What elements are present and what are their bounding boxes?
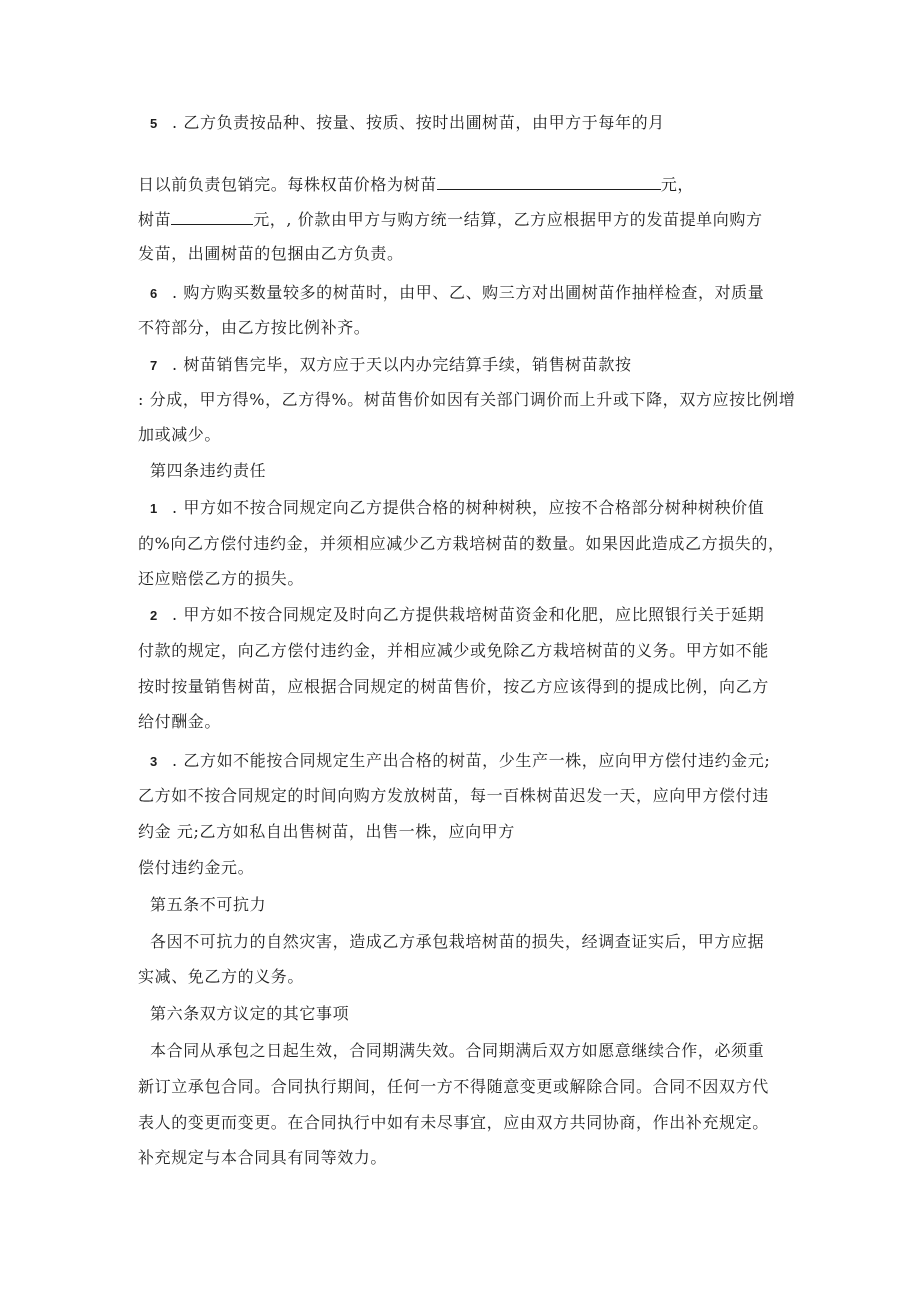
article4-p1-line2 xyxy=(138,533,785,555)
article4-p3-line3 xyxy=(138,821,515,843)
article5-line2 xyxy=(138,966,304,988)
item6-text-2: 不符部分，由乙方按比例补齐。 xyxy=(138,318,371,337)
article4-p1-text: . 甲方如不按合同规定向乙方提供合格的树种树秧，应按不合格部分树种树秧价值 xyxy=(172,498,765,517)
price-blank-1 xyxy=(437,173,661,190)
item7-line2 xyxy=(138,389,795,411)
article6-line1 xyxy=(150,1040,764,1062)
item7-text-3: 加或减少。 xyxy=(138,425,222,444)
article4-p1-number: 1 xyxy=(150,501,158,516)
article5-line1 xyxy=(150,931,764,953)
article4-p3-number: 3 xyxy=(150,754,158,769)
article4-p2-text-2: 付款的规定，向乙方偿付违约金，并相应减少或免除乙方栽培树苗的义务。甲方如不能 xyxy=(138,641,769,660)
article6-line4 xyxy=(138,1147,387,1169)
item5-unit-text: 元， xyxy=(660,175,695,194)
price-blank-2 xyxy=(171,208,253,225)
item5-line1 xyxy=(150,112,665,135)
article4-p1-line3 xyxy=(138,568,304,590)
article4-p1-line1 xyxy=(150,497,764,520)
item5-number: 5 xyxy=(150,116,158,131)
item7-number: 7 xyxy=(150,358,158,373)
article4-p3-line4 xyxy=(138,857,254,879)
article4-p3-text: . 乙方如不能按合同规定生产出合格的树苗，少生产一株，应向甲方偿付违约金元; xyxy=(172,751,771,770)
article4-p2-number: 2 xyxy=(150,608,158,623)
item7-line3 xyxy=(138,424,221,446)
item7-text: . 树苗销售完毕，双方应于天以内办完结算手续，销售树苗款按 xyxy=(172,355,632,374)
item7-text-2: : 分成，甲方得%，乙方得%。树苗售价如因有关部门调价而上升或下降，双方应按比例增 xyxy=(138,390,796,409)
article4-p2-text-4: 给付酬金。 xyxy=(138,712,222,731)
item5-text: . 乙方负责按品种、按量、按质、按时出圃树苗，由甲方于每年的月 xyxy=(172,113,665,132)
article5-text: 各因不可抗力的自然灾害，造成乙方承包栽培树苗的损失，经调查证实后，甲方应据 xyxy=(150,932,765,951)
article4-p1-text-2: 的%向乙方偿付违约金，并须相应减少乙方栽培树苗的数量。如果因此造成乙方损失的， xyxy=(138,534,785,553)
item5-line4 xyxy=(138,243,404,265)
article4-p3-text-2: 乙方如不按合同规定的时间向购方发放树苗，每一百株树苗迟发一天，应向甲方偿付违 xyxy=(138,786,769,805)
article6-text-2: 新订立承包合同。合同执行期间，任何一方不得随意变更或解除合同。合同不因双方代 xyxy=(138,1077,769,1096)
article6-text: 本合同从承包之日起生效，合同期满失效。合同期满后双方如愿意继续合作，必须重 xyxy=(150,1041,765,1060)
article4-p2-line1 xyxy=(150,604,764,627)
article4-p2-text: . 甲方如不按合同规定及时向乙方提供栽培树苗资金和化肥，应比照银行关于延期 xyxy=(172,605,765,624)
article6-text-4: 补充规定与本合同具有同等效力。 xyxy=(138,1148,388,1167)
article4-title: 第四条违约责任 xyxy=(150,461,267,480)
item5-settlement-text: 元，, 价款由甲方与购方统一结算，乙方应根据甲方的发苗提单向购方 xyxy=(253,210,763,229)
article6-line3 xyxy=(138,1112,769,1134)
article4-p1-text-3: 还应赔偿乙方的损失。 xyxy=(138,569,305,588)
item5-price-text: 日以前负责包销完。每株权苗价格为树苗 xyxy=(138,175,437,194)
article5-title: 第五条不可抗力 xyxy=(150,895,267,914)
item5-line2 xyxy=(138,173,694,196)
item5-seedling-text: 树苗 xyxy=(138,210,172,229)
item6-line1 xyxy=(150,282,764,305)
article4-p2-line4 xyxy=(138,711,221,733)
item6-line2 xyxy=(138,317,370,339)
article4-p3-line1 xyxy=(150,750,770,773)
article6-title: 第六条双方议定的其它事项 xyxy=(150,1004,350,1023)
item5-text-4: 发苗，出圃树苗的包捆由乙方负责。 xyxy=(138,244,404,263)
item6-number: 6 xyxy=(150,286,158,301)
article4-p2-text-3: 按时按量销售树苗，应根据合同规定的树苗售价，按乙方应该得到的提成比例，向乙方 xyxy=(138,677,769,696)
article4-p2-line2 xyxy=(138,640,769,662)
article4-p3-text-4: 偿付违约金元。 xyxy=(138,858,255,877)
article4-p2-line3 xyxy=(138,676,769,698)
item6-text: . 购方购买数量较多的树苗时，由甲、乙、购三方对出圃树苗作抽样检查，对质量 xyxy=(172,283,765,302)
item7-line1 xyxy=(150,354,632,377)
article6-line2 xyxy=(138,1076,769,1098)
article4-p3-line2 xyxy=(138,785,769,807)
article5-text-2: 实减、免乙方的义务。 xyxy=(138,967,305,986)
article6-text-3: 表人的变更而变更。在合同执行中如有未尽事宜，应由双方共同协商，作出补充规定。 xyxy=(138,1113,769,1132)
article4-p3-text-3: 约金 元;乙方如私自出售树苗，出售一株，应向甲方 xyxy=(138,822,515,841)
item5-line3 xyxy=(138,208,763,231)
